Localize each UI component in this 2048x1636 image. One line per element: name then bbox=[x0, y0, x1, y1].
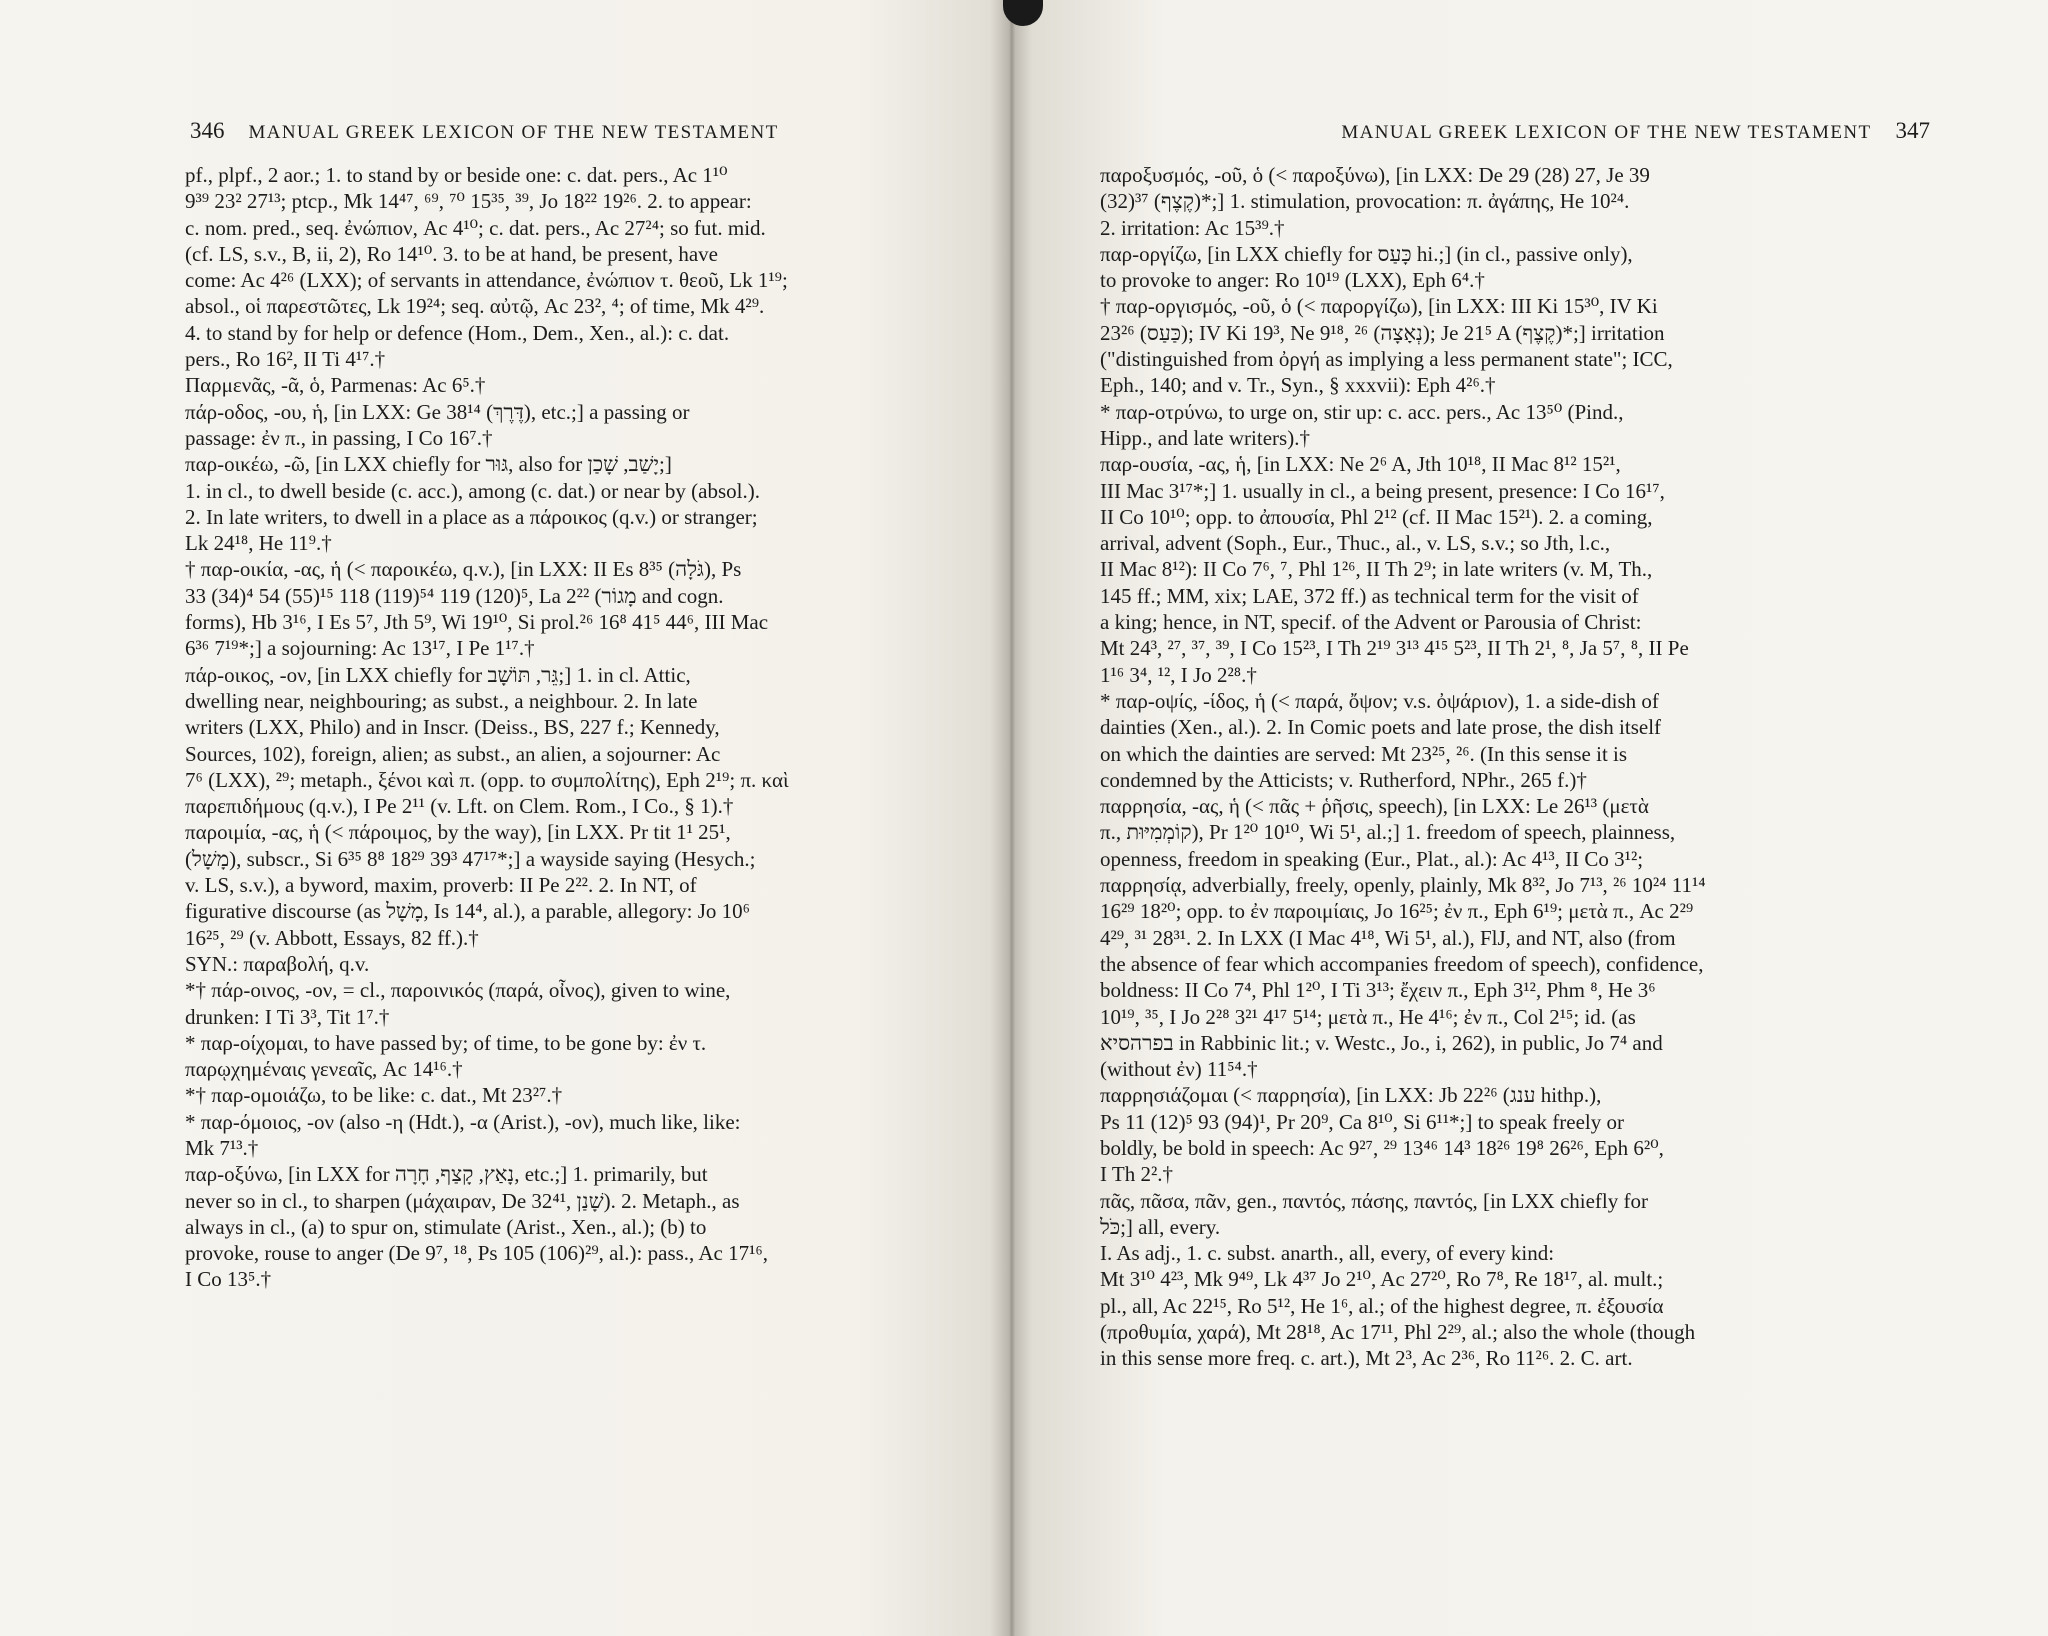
text-line: * παρ-όμοιος, -ον (also -η (Hdt.), -α (Arist.), -ον), much like, like: bbox=[185, 1109, 741, 1134]
book-gutter-shadow bbox=[990, 0, 1032, 1636]
left-page-number: 346 bbox=[190, 118, 225, 143]
left-running-head: MANUAL GREEK LEXICON OF THE NEW TESTAMENT bbox=[248, 122, 779, 143]
text-line: 33 (34)⁴ 54 (55)¹⁵ 118 (119)⁵⁴ 119 (120)⁵, La 2²² (מָגוֹר and cogn. bbox=[185, 583, 724, 608]
text-line: (32)³⁷ (קֶצֶף)*;] 1. stimulation, provocation: π. ἀγάπης, He 10²⁴. bbox=[1100, 189, 1630, 214]
text-line: on which the dainties are served: Mt 23²⁵, ²⁶. (In this sense it is bbox=[1100, 741, 1628, 766]
text-line: passage: ἐν π., in passing, I Co 16⁷.† bbox=[185, 425, 493, 450]
text-line: forms), Hb 3¹⁶, I Es 5⁷, Jth 5⁹, Wi 19¹⁰, Si prol.²⁶ 16⁸ 41⁵ 44⁶, III Mac bbox=[185, 610, 769, 635]
right-page-header bbox=[1341, 118, 1930, 144]
text-line: 2. irritation: Ac 15³⁹.† bbox=[1100, 215, 1285, 240]
text-line: 145 ff.; MM, xix; LAE, 372 ff.) as technical term for the visit of bbox=[1100, 583, 1639, 608]
text-line: pl., all, Ac 22¹⁵, Ro 5¹², He 1⁶, al.; of the highest degree, π. ἐξουσία bbox=[1100, 1293, 1664, 1318]
right-running-head: MANUAL GREEK LEXICON OF THE NEW TESTAMENT bbox=[1341, 122, 1872, 143]
text-line: boldly, be bold in speech: Ac 9²⁷, ²⁹ 13⁴⁶ 14³ 18²⁶ 19⁸ 26²⁶, Eph 6²⁰, bbox=[1100, 1135, 1664, 1160]
text-line: Hipp., and late writers).† bbox=[1100, 425, 1310, 450]
text-line: I. As adj., 1. c. subst. anarth., all, every, of every kind: bbox=[1100, 1241, 1555, 1266]
text-line: 16²⁹ 18²⁰; opp. to ἐν παροιμίαις, Jo 16²⁵; ἐν π., Eph 6¹⁹; μετὰ π., Ac 2²⁹ bbox=[1100, 899, 1694, 924]
text-line: παρ-οξύνω, [in LXX for נָאַץ, קָצַף, חָרָה, etc.;] 1. primarily, but bbox=[185, 1162, 708, 1187]
text-line: figurative discourse (as מָשָׁל, Is 14⁴, al.), a parable, allegory: Jo 10⁶ bbox=[185, 899, 750, 924]
text-line: pf., plpf., 2 aor.; 1. to stand by or beside one: c. dat. pers., Ac 1¹⁰ bbox=[185, 163, 728, 187]
text-line: 10¹⁹, ³⁵, I Jo 2²⁸ 3²¹ 4¹⁷ 5¹⁴; μετὰ π., He 4¹⁶; ἐν π., Col 2¹⁵; id. (as bbox=[1100, 1004, 1636, 1029]
text-line: II Co 10¹⁰; opp. to ἀπουσία, Phl 2¹² (cf. II Mac 15²¹). 2. a coming, bbox=[1100, 504, 1653, 529]
text-line: arrival, advent (Soph., Eur., Thuc., al., v. LS, s.v.; so Jth, l.c., bbox=[1100, 531, 1611, 556]
text-line: never so in cl., to sharpen (μάχαιραν, De 32⁴¹, שָׁנַן). 2. Metaph., as bbox=[185, 1188, 740, 1213]
text-line: παρ-οργίζω, [in LXX chiefly for כָּעַס hi.;] (in cl., passive only), bbox=[1100, 241, 1633, 266]
text-line: provoke, rouse to anger (De 9⁷, ¹⁸, Ps 105 (106)²⁹, al.): pass., Ac 17¹⁶, bbox=[185, 1241, 768, 1266]
left-page-body bbox=[185, 162, 965, 1293]
text-line: to provoke to anger: Ro 10¹⁹ (LXX), Eph 6⁴.† bbox=[1100, 268, 1485, 293]
text-line: v. LS, s.v.), a byword, maxim, proverb: II Pe 2²². 2. In NT, of bbox=[185, 873, 697, 898]
text-line: † παρ-οργισμός, -οῦ, ὁ (< παροργίζω), [in LXX: III Ki 15³⁰, IV Ki bbox=[1100, 294, 1658, 319]
left-page-header bbox=[190, 118, 779, 144]
text-line: Παρμενᾶς, -ᾶ, ὁ, Parmenas: Ac 6⁵.† bbox=[185, 373, 486, 398]
text-line: Sources, 102), foreign, alien; as subst., an alien, a sojourner: Ac bbox=[185, 741, 721, 766]
text-line: Eph., 140; and v. Tr., Syn., § xxxvii): Eph 4²⁶.† bbox=[1100, 373, 1496, 398]
text-line: * παρ-οψίς, -ίδος, ἡ (< παρά, ὄψον; v.s. ὀψάριον), 1. a side-dish of bbox=[1100, 688, 1659, 713]
text-line: (cf. LS, s.v., B, ii, 2), Ro 14¹⁰. 3. to be at hand, be present, have bbox=[185, 241, 718, 266]
text-line: παρῳχημέναις γενεαῖς, Ac 14¹⁶.† bbox=[185, 1057, 463, 1082]
text-line: dwelling near, neighbouring; as subst., a neighbour. 2. In late bbox=[185, 688, 698, 713]
text-line: παροξυσμός, -οῦ, ὁ (< παροξύνω), [in LXX: De 29 (28) 27, Je 39 bbox=[1100, 163, 1650, 187]
text-line: writers (LXX, Philo) and in Inscr. (Deiss., BS, 227 f.; Kennedy, bbox=[185, 715, 720, 740]
text-line: παρ-ουσία, -ας, ἡ, [in LXX: Ne 2⁶ A, Jth 10¹⁸, II Mac 8¹² 15²¹, bbox=[1100, 452, 1621, 477]
text-line: always in cl., (a) to spur on, stimulate (Arist., Xen., al.); (b) to bbox=[185, 1214, 707, 1239]
text-line: π., קוֹמְמִיּוּת), Pr 1²⁰ 10¹⁰, Wi 5¹, al.;] 1. freedom of speech, plainness, bbox=[1100, 820, 1676, 845]
right-page bbox=[1010, 0, 2048, 1636]
text-line: *† πάρ-οινος, -ον, = cl., παροινικός (παρά, οἶνος), given to wine, bbox=[185, 978, 731, 1003]
text-line: 9³⁹ 23² 27¹³; ptcp., Mk 14⁴⁷, ⁶⁹, ⁷⁰ 15³⁵, ³⁹, Jo 18²² 19²⁶. 2. to appear: bbox=[185, 189, 752, 214]
text-line: 1. in cl., to dwell beside (c. acc.), among (c. dat.) or near by (absol.). bbox=[185, 478, 760, 503]
text-line: Ps 11 (12)⁵ 93 (94)¹, Pr 20⁹, Ca 8¹⁰, Si 6¹¹*;] to speak freely or bbox=[1100, 1109, 1624, 1134]
text-line: 1¹⁶ 3⁴, ¹², I Jo 2²⁸.† bbox=[1100, 662, 1257, 687]
text-line: I Th 2².† bbox=[1100, 1162, 1173, 1187]
text-line: Lk 24¹⁸, He 11⁹.† bbox=[185, 531, 332, 556]
text-line: παροιμία, -ας, ἡ (< πάροιμος, by the way), [in LXX. Pr tit 1¹ 25¹, bbox=[185, 820, 731, 845]
text-line: 23²⁶ (כַּעַס); IV Ki 19³, Ne 9¹⁸, ²⁶ (נְאָצָה); Je 21⁵ A (קֶצֶף)*;] irritation bbox=[1100, 320, 1665, 345]
text-line: παρρησία, -ας, ἡ (< πᾶς + ῥῆσις, speech), [in LXX: Le 26¹³ (μετὰ bbox=[1100, 794, 1649, 819]
text-line: ("distinguished from ὀργή as implying a less permanent state"; ICC, bbox=[1100, 347, 1673, 372]
text-line: the absence of fear which accompanies freedom of speech), confidence, bbox=[1100, 951, 1704, 976]
text-line: 2. In late writers, to dwell in a place as a πάροικος (q.v.) or stranger; bbox=[185, 504, 758, 529]
text-line: כֹּל;] all, every. bbox=[1100, 1214, 1221, 1239]
text-line: πάρ-οδος, -ου, ἡ, [in LXX: Ge 38¹⁴ (דֶּרֶךְ), etc.;] a passing or bbox=[185, 399, 690, 424]
text-line: Mk 7¹³.† bbox=[185, 1135, 259, 1160]
text-line: παρρησίᾳ, adverbially, freely, openly, plainly, Mk 8³², Jo 7¹³, ²⁶ 10²⁴ 11¹⁴ bbox=[1100, 873, 1706, 898]
text-line: II Mac 8¹²): II Co 7⁶, ⁷, Phl 1²⁶, II Th 2⁹; in late writers (v. M, Th., bbox=[1100, 557, 1653, 582]
text-line: condemned by the Atticists; v. Rutherford, NPhr., 265 f.)† bbox=[1100, 767, 1587, 792]
text-line: * παρ-οτρύνω, to urge on, stir up: c. acc. pers., Ac 13⁵⁰ (Pind., bbox=[1100, 399, 1624, 424]
right-page-number: 347 bbox=[1895, 118, 1930, 143]
text-line: dainties (Xen., al.). 2. In Comic poets and late prose, the dish itself bbox=[1100, 715, 1662, 740]
text-line: Mt 24³, ²⁷, ³⁷, ³⁹, I Co 15²³, I Th 2¹⁹ 3¹³ 4¹⁵ 5²³, II Th 2¹, ⁸, Ja 5⁷, ⁸, II Pe bbox=[1100, 636, 1689, 661]
text-line: παρεπιδήμους (q.v.), I Pe 2¹¹ (v. Lft. on Clem. Rom., I Co., § 1).† bbox=[185, 794, 734, 819]
text-line: openness, freedom in speaking (Eur., Plat., al.): Ac 4¹³, II Co 3¹²; bbox=[1100, 846, 1644, 871]
text-line: παρρησιάζομαι (< παρρησία), [in LXX: Jb 22²⁶ (ענג hithp.), bbox=[1100, 1083, 1602, 1108]
text-line: boldness: II Co 7⁴, Phl 1²⁰, I Ti 3¹³; ἔχειν π., Eph 3¹², Phm ⁸, He 3⁶ bbox=[1100, 978, 1656, 1003]
left-page bbox=[0, 0, 1010, 1636]
text-line: * παρ-οίχομαι, to have passed by; of time, to be gone by: ἐν τ. bbox=[185, 1030, 707, 1055]
text-line: πάρ-οικος, -ον, [in LXX chiefly for גֵּר, תּוֹשָׁב;] 1. in cl. Attic, bbox=[185, 662, 691, 687]
text-line: † παρ-οικία, -ας, ἡ (< παροικέω, q.v.), [in LXX: II Es 8³⁵ (גֹּלָה), Ps bbox=[185, 557, 742, 582]
text-line: 7⁶ (LXX), ²⁹; metaph., ξένοι καὶ π. (opp. to συμπολίτης), Eph 2¹⁹; π. καὶ bbox=[185, 767, 789, 792]
text-line: (προθυμία, χαρά), Mt 28¹⁸, Ac 17¹¹, Phl 2²⁹, al.; also the whole (though bbox=[1100, 1320, 1696, 1345]
text-line: III Mac 3¹⁷*;] 1. usually in cl., a being present, presence: I Co 16¹⁷, bbox=[1100, 478, 1665, 503]
text-line: I Co 13⁵.† bbox=[185, 1267, 272, 1292]
text-line: 4²⁹, ³¹ 28³¹. 2. In LXX (I Mac 4¹⁸, Wi 5¹, al.), FlJ, and NT, also (from bbox=[1100, 925, 1676, 950]
text-line: come: Ac 4²⁶ (LXX); of servants in attendance, ἐνώπιον τ. θεοῦ, Lk 1¹⁹; bbox=[185, 268, 788, 293]
text-line: 6³⁶ 7¹⁹*;] a sojourning: Ac 13¹⁷, I Pe 1¹⁷.† bbox=[185, 636, 535, 661]
text-line: 16²⁵, ²⁹ (v. Abbott, Essays, 82 ff.).† bbox=[185, 925, 479, 950]
text-line: πᾶς, πᾶσα, πᾶν, gen., παντός, πάσης, παντός, [in LXX chiefly for bbox=[1100, 1188, 1648, 1213]
text-line: *† παρ-ομοιάζω, to be like: c. dat., Mt 23²⁷.† bbox=[185, 1083, 563, 1108]
text-line: in this sense more freq. c. art.), Mt 2³, Ac 2³⁶, Ro 11²⁶. 2. C. art. bbox=[1100, 1346, 1633, 1371]
text-line: Mt 3¹⁰ 4²³, Mk 9⁴⁹, Lk 4³⁷ Jo 2¹⁰, Ac 27²⁰, Ro 7⁸, Re 18¹⁷, al. mult.; bbox=[1100, 1267, 1664, 1292]
text-line: 4. to stand by for help or defence (Hom., Dem., Xen., al.): c. dat. bbox=[185, 320, 730, 345]
text-line: absol., οἱ παρεστῶτες, Lk 19²⁴; seq. αὐτῷ, Ac 23², ⁴; of time, Mk 4²⁹. bbox=[185, 294, 765, 319]
text-line: a king; hence, in NT, specif. of the Advent or Parousia of Christ: bbox=[1100, 610, 1642, 635]
text-line: בפרהסיא in Rabbinic lit.; v. Westc., Jo., i, 262), in public, Jo 7⁴ and bbox=[1100, 1030, 1663, 1055]
text-line: (מָשָׁל), subscr., Si 6³⁵ 8⁸ 18²⁹ 39³ 47¹⁷*;] a wayside saying (Hesych.; bbox=[185, 846, 756, 871]
right-page-body bbox=[1100, 162, 1890, 1372]
text-line: (without ἐν) 11⁵⁴.† bbox=[1100, 1057, 1258, 1082]
text-line: drunken: I Ti 3³, Tit 1⁷.† bbox=[185, 1004, 390, 1029]
text-line: pers., Ro 16², II Ti 4¹⁷.† bbox=[185, 347, 386, 372]
text-line: c. nom. pred., seq. ἐνώπιον, Ac 4¹⁰; c. dat. pers., Ac 27²⁴; so fut. mid. bbox=[185, 215, 766, 240]
text-line: SYN.: παραβολή, q.v. bbox=[185, 951, 370, 976]
text-line: παρ-οικέω, -ῶ, [in LXX chiefly for גּוּר, also for יָשַׁב, שָׁכַן;] bbox=[185, 452, 672, 477]
